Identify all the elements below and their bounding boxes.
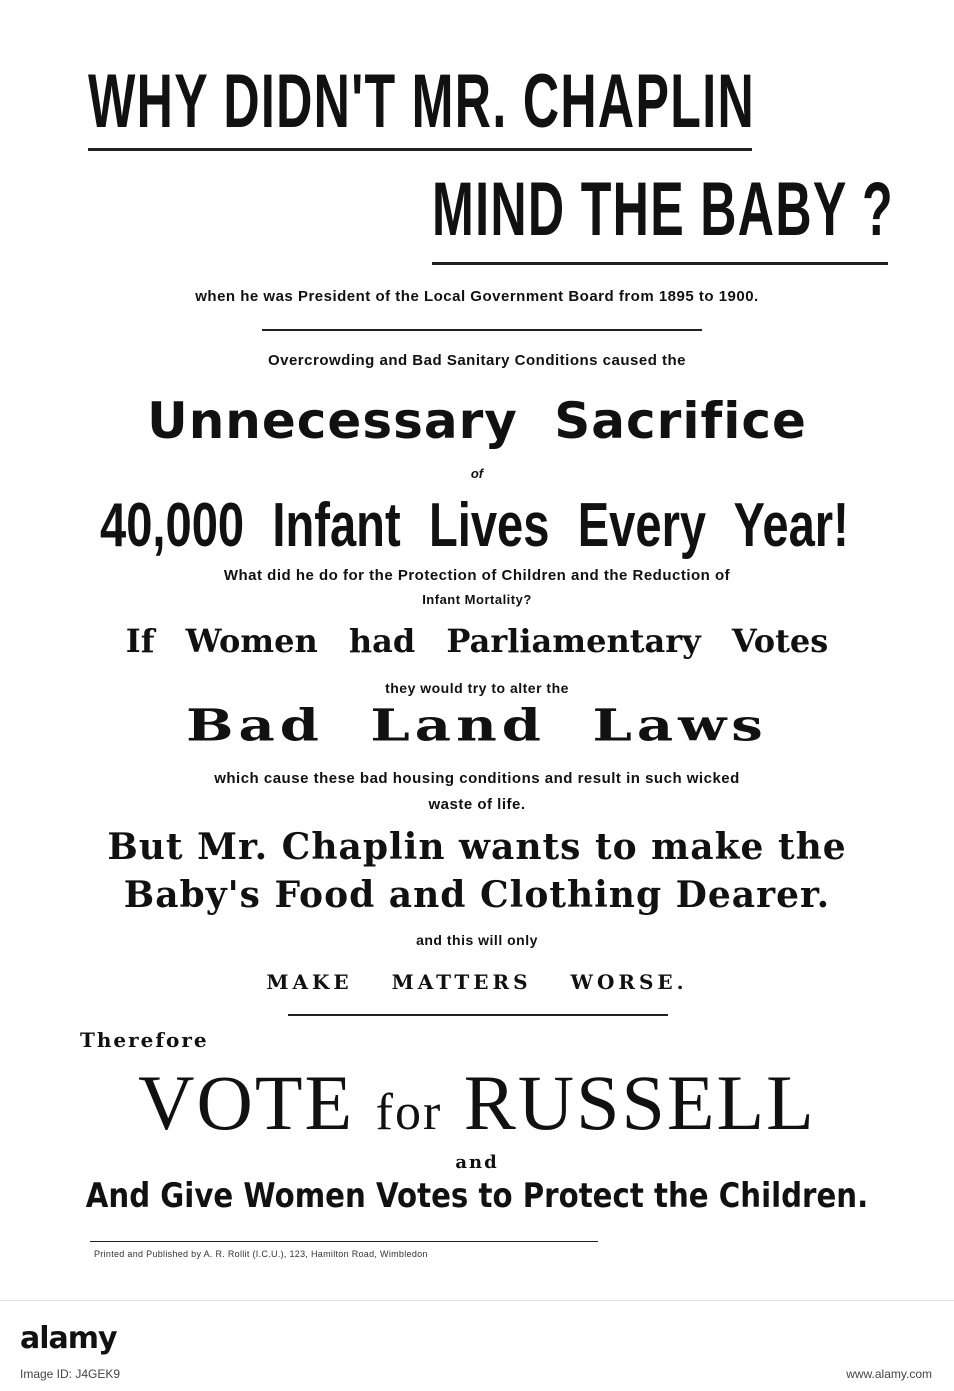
alamy-logo: alamy: [20, 1321, 117, 1356]
russell-word: RUSSELL: [463, 1059, 816, 1146]
only-text: and this will only: [416, 932, 538, 948]
give-women-votes-heading: And Give Women Votes to Protect the Children.: [85, 1176, 869, 1216]
question-line-1: What did he do for the Protection of Children and the Reduction of: [223, 567, 731, 584]
headline-line-2: MIND THE BABY ?: [432, 167, 894, 252]
subtitle: when he was President of the Local Government Board from 1895 to 1900.: [195, 288, 759, 305]
bad-land-laws-heading: Bad Land Laws: [186, 700, 768, 752]
for-word: for: [375, 1084, 443, 1141]
if-women-heading: If Women had Parliamentary Votes: [125, 622, 829, 660]
headline-line-1: WHY DIDN'T MR. CHAPLIN: [88, 59, 756, 144]
divider-1: [262, 329, 702, 331]
question-line-2: Infant Mortality?: [422, 592, 532, 607]
vote-for-russell-heading: [0, 1058, 954, 1148]
vote-word: VOTE: [138, 1059, 355, 1146]
therefore-text: Therefore: [80, 1028, 209, 1052]
and-text: and: [455, 1152, 499, 1173]
headline-underline-1: [88, 148, 752, 151]
chaplin-line-1: But Mr. Chaplin wants to make the: [107, 826, 847, 868]
housing-line-1: which cause these bad housing conditions and result in such wicked: [214, 770, 740, 787]
chaplin-line-2: Baby's Food and Clothing Dearer.: [123, 874, 831, 916]
image-id: Image ID: J4GEK9: [20, 1367, 121, 1381]
headline-underline-2: [432, 262, 888, 265]
sacrifice-heading: Unnecessary Sacrifice: [147, 392, 807, 450]
try-alter-text: they would try to alter the: [385, 680, 569, 696]
stock-watermark-bar: [0, 1300, 954, 1391]
printer-imprint: Printed and Published by A. R. Rollit (I.C.U.), 123, Hamilton Road, Wimbledon: [94, 1249, 428, 1259]
site-domain: www.alamy.com: [846, 1367, 932, 1381]
divider-2: [288, 1014, 668, 1016]
imprint-rule: [90, 1241, 598, 1242]
infant-lives-heading: 40,000 Infant Lives Every Year!: [100, 491, 849, 560]
matters-worse-text: MAKE MATTERS WORSE.: [266, 970, 688, 994]
of-text: of: [470, 466, 484, 481]
housing-line-2: waste of life.: [428, 796, 526, 813]
overcrowding-text: Overcrowding and Bad Sanitary Conditions caused the: [267, 352, 687, 369]
